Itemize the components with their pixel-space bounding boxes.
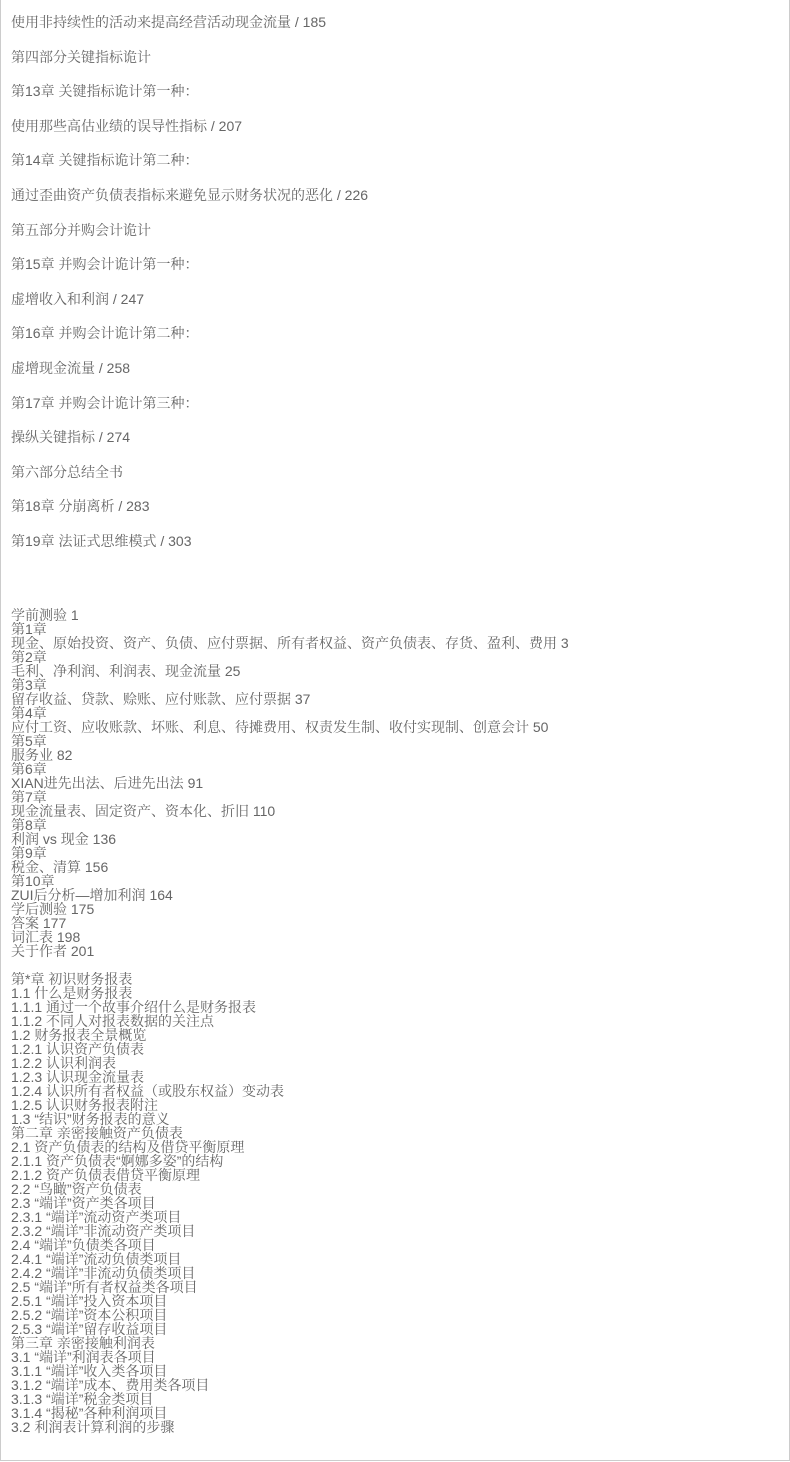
toc-entry: 1.2.5 认识财务报表附注 xyxy=(11,1098,159,1112)
toc-entry: 1.2.4 认识所有者权益（或股东权益）变动表 xyxy=(11,1084,285,1098)
toc-entry: 虚增现金流量 / 258 xyxy=(11,359,131,376)
toc-entry: 1.3 “结识”财务报表的意义 xyxy=(11,1112,170,1126)
toc-entry: 第16章 并购会计诡计第二种： xyxy=(11,325,199,342)
toc-entry: 2.1 资产负债表的结构及借贷平衡原理 xyxy=(11,1140,245,1154)
toc-entry: 第9章 xyxy=(11,846,47,860)
toc-entry: 第18章 分崩离析 / 283 xyxy=(11,498,150,515)
toc-entry: 2.3 “端详”资产类各项目 xyxy=(11,1196,156,1210)
toc-entry: 第17章 并购会计诡计第三种： xyxy=(11,394,199,411)
toc-entry: 第8章 xyxy=(11,818,47,832)
toc-entry: 第二章 亲密接触资产负债表 xyxy=(11,1126,183,1140)
toc-entry: 2.5 “端详”所有者权益类各项目 xyxy=(11,1280,198,1294)
toc-entry: 3.1.2 “端详”成本、费用类各项目 xyxy=(11,1378,210,1392)
toc-entry: 第15章 并购会计诡计第一种： xyxy=(11,256,199,273)
toc-entry: 第10章 xyxy=(11,874,55,888)
toc-entry: 2.5.3 “端详”留存收益项目 xyxy=(11,1322,168,1336)
toc-entry: 1.1.2 不同人对报表数据的关注点 xyxy=(11,1014,215,1028)
toc-entry: 1.2.3 认识现金流量表 xyxy=(11,1070,145,1084)
toc-entry: 第7章 xyxy=(11,790,47,804)
toc-entry: 3.2 利润表计算利润的步骤 xyxy=(11,1420,175,1434)
toc-entry: 2.1.2 资产负债表借贷平衡原理 xyxy=(11,1168,201,1182)
toc-entry: 3.1.3 “端详”税金类项目 xyxy=(11,1392,154,1406)
toc-entry: 1.1 什么是财务报表 xyxy=(11,986,133,1000)
toc-entry: 现金、原始投资、资产、负债、应付票据、所有者权益、资产负债表、存货、盈利、费用 3 xyxy=(11,636,569,650)
toc-entry: 关于作者 201 xyxy=(11,944,95,958)
toc-entry: 1.2.1 认识资产负债表 xyxy=(11,1042,145,1056)
toc-entry: 通过歪曲资产负债表指标来避免显示财务状况的恶化 / 226 xyxy=(11,186,369,203)
toc-entry: 2.3.1 “端详”流动资产类项目 xyxy=(11,1210,182,1224)
toc-entry: 第19章 法证式思维模式 / 303 xyxy=(11,532,192,549)
toc-entry: 第5章 xyxy=(11,734,47,748)
table-of-contents-section-2 xyxy=(11,608,781,958)
toc-entry: 第14章 关键指标诡计第二种： xyxy=(11,152,199,169)
toc-entry: 留存收益、贷款、赊账、应付账款、应付票据 37 xyxy=(11,692,311,706)
toc-entry: 第4章 xyxy=(11,706,47,720)
toc-entry: 服务业 82 xyxy=(11,748,73,762)
toc-entry: 使用非持续性的活动来提高经营活动现金流量 / 185 xyxy=(11,14,327,30)
toc-entry: XIAN进先出法、后进先出法 91 xyxy=(11,776,204,790)
toc-entry: 1.1.1 通过一个故事介绍什么是财务报表 xyxy=(11,1000,257,1014)
toc-entry: 第6章 xyxy=(11,762,47,776)
toc-entry: 2.2 “鸟瞰”资产负债表 xyxy=(11,1182,142,1196)
toc-entry: 应付工资、应收账款、坏账、利息、待摊费用、权责发生制、收付实现制、创意会计 50 xyxy=(11,720,549,734)
toc-entry: 1.2.2 认识利润表 xyxy=(11,1056,117,1070)
toc-entry: 3.1.1 “端详”收入类各项目 xyxy=(11,1364,168,1378)
toc-entry: 1.2 财务报表全景概览 xyxy=(11,1028,147,1042)
toc-entry: 学前测验 1 xyxy=(11,608,79,622)
toc-entry: 3.1.4 “揭秘”各种利润项目 xyxy=(11,1406,168,1420)
toc-entry: 税金、清算 156 xyxy=(11,860,109,874)
toc-entry: 虚增收入和利润 / 247 xyxy=(11,290,145,307)
toc-entry: 学后测验 175 xyxy=(11,902,95,916)
toc-entry: 毛利、净利润、利润表、现金流量 25 xyxy=(11,664,241,678)
toc-entry: 第*章 初识财务报表 xyxy=(11,972,133,986)
toc-entry: 第六部分总结全书 xyxy=(11,463,123,480)
toc-entry: 第三章 亲密接触利润表 xyxy=(11,1336,155,1350)
toc-entry: 2.1.1 资产负债表“婀娜多姿”的结构 xyxy=(11,1154,224,1168)
toc-entry: 第2章 xyxy=(11,650,47,664)
table-of-contents-section-1 xyxy=(11,12,781,566)
toc-entry: 第1章 xyxy=(11,622,47,636)
toc-entry: 2.5.2 “端详”资本公积项目 xyxy=(11,1308,168,1322)
toc-entry: 答案 177 xyxy=(11,916,67,930)
toc-entry: 2.5.1 “端详”投入资本项目 xyxy=(11,1294,168,1308)
toc-entry: 使用那些高估业绩的误导性指标 / 207 xyxy=(11,117,243,134)
toc-entry: 第13章 关键指标诡计第一种： xyxy=(11,83,199,100)
toc-entry: 第五部分并购会计诡计 xyxy=(11,221,151,238)
toc-entry: 3.1 “端详”利润表各项目 xyxy=(11,1350,156,1364)
toc-entry: 操纵关键指标 / 274 xyxy=(11,429,131,446)
toc-entry: 利润 vs 现金 136 xyxy=(11,832,117,846)
toc-entry: 2.4.1 “端详”流动负债类项目 xyxy=(11,1252,182,1266)
toc-entry: ZUI后分析—增加利润 164 xyxy=(11,888,173,902)
toc-entry: 2.3.2 “端详”非流动资产类项目 xyxy=(11,1224,196,1238)
toc-entry: 第3章 xyxy=(11,678,47,692)
table-of-contents-section-3 xyxy=(11,972,781,1434)
toc-entry: 2.4 “端详”负债类各项目 xyxy=(11,1238,156,1252)
toc-entry: 现金流量表、固定资产、资本化、折旧 110 xyxy=(11,804,276,818)
toc-entry: 第四部分关键指标诡计 xyxy=(11,48,151,65)
toc-entry: 词汇表 198 xyxy=(11,930,81,944)
toc-entry: 2.4.2 “端详”非流动负债类项目 xyxy=(11,1266,196,1280)
